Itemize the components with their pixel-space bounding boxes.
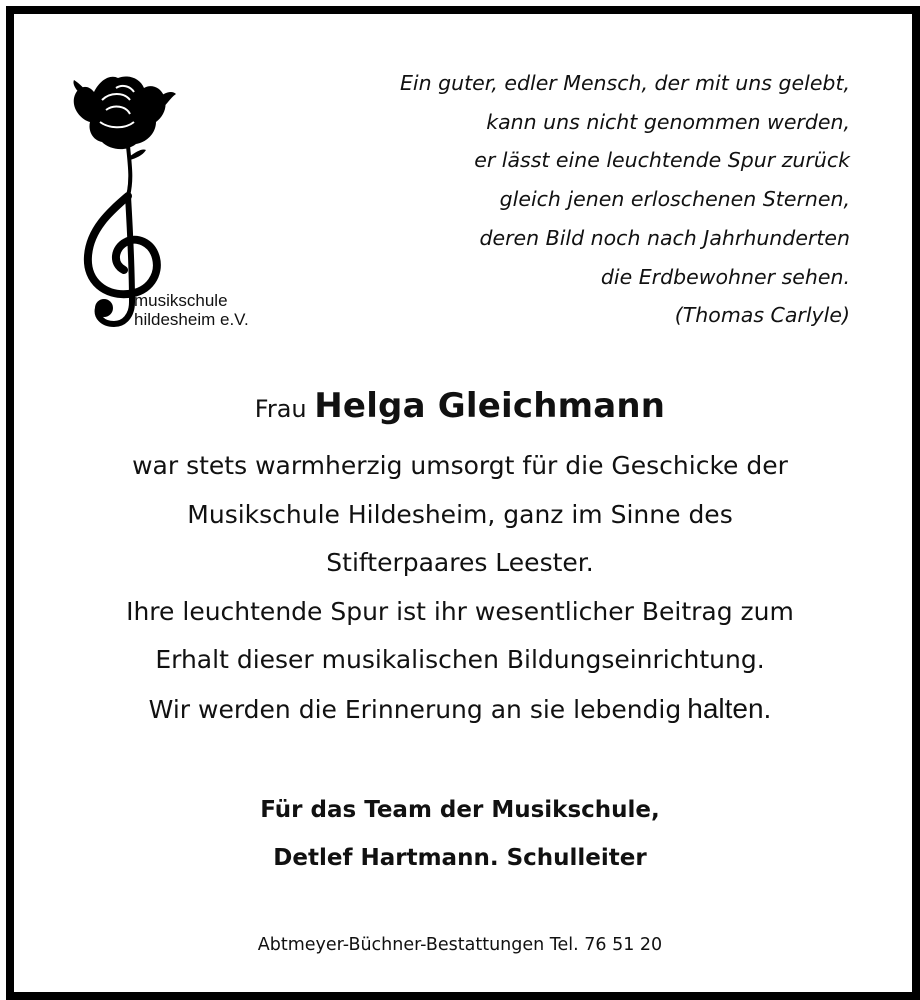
tribute-last-start: Wir werden die Erinnerung an sie lebendig bbox=[148, 694, 682, 724]
tribute-line: Erhalt dieser musikalischen Bildungseinrichtung. bbox=[155, 645, 765, 674]
memorial-quote bbox=[330, 64, 850, 335]
signature-line-team: Für das Team der Musikschule, bbox=[260, 797, 660, 823]
logo-line-hildesheim: hildesheim e.V. bbox=[134, 310, 249, 329]
tribute-line: Stifterpaares Leester. bbox=[326, 548, 594, 577]
musikschule-logo bbox=[72, 70, 292, 340]
tribute-line: Musikschule Hildesheim, ganz im Sinne des bbox=[187, 499, 733, 529]
deceased-name-line bbox=[0, 380, 920, 435]
signature-block bbox=[0, 786, 920, 882]
deceased-name: Helga Gleichmann bbox=[314, 386, 666, 426]
quote-line: die Erdbewohner sehen. bbox=[600, 264, 850, 289]
tribute-line: war stets warmherzig umsorgt für die Geschicke der bbox=[132, 451, 788, 480]
salutation: Frau bbox=[254, 395, 307, 423]
funeral-home-footer: Abtmeyer-Büchner-Bestattungen Tel. 76 51 20 bbox=[257, 935, 663, 955]
quote-line: deren Bild noch nach Jahrhunderten bbox=[479, 225, 850, 250]
tribute-line: Ihre leuchtende Spur ist ihr wesentlicher Beitrag zum bbox=[126, 596, 794, 626]
tribute-text bbox=[0, 442, 920, 734]
quote-author: (Thomas Carlyle) bbox=[674, 303, 850, 328]
quote-line: er lässt eine leuchtende Spur zurück bbox=[474, 148, 850, 173]
tribute-line-last bbox=[0, 685, 920, 735]
logo-line-musikschule: musikschule bbox=[134, 291, 228, 310]
tribute-last-end: halten. bbox=[687, 692, 772, 724]
signature-line-name: Detlef Hartmann. Schulleiter bbox=[273, 845, 647, 871]
quote-line: gleich jenen erloschenen Sternen, bbox=[499, 187, 850, 212]
quote-line: Ein guter, edler Mensch, der mit uns gelebt, bbox=[399, 71, 850, 95]
quote-line: kann uns nicht genommen werden, bbox=[486, 109, 850, 134]
